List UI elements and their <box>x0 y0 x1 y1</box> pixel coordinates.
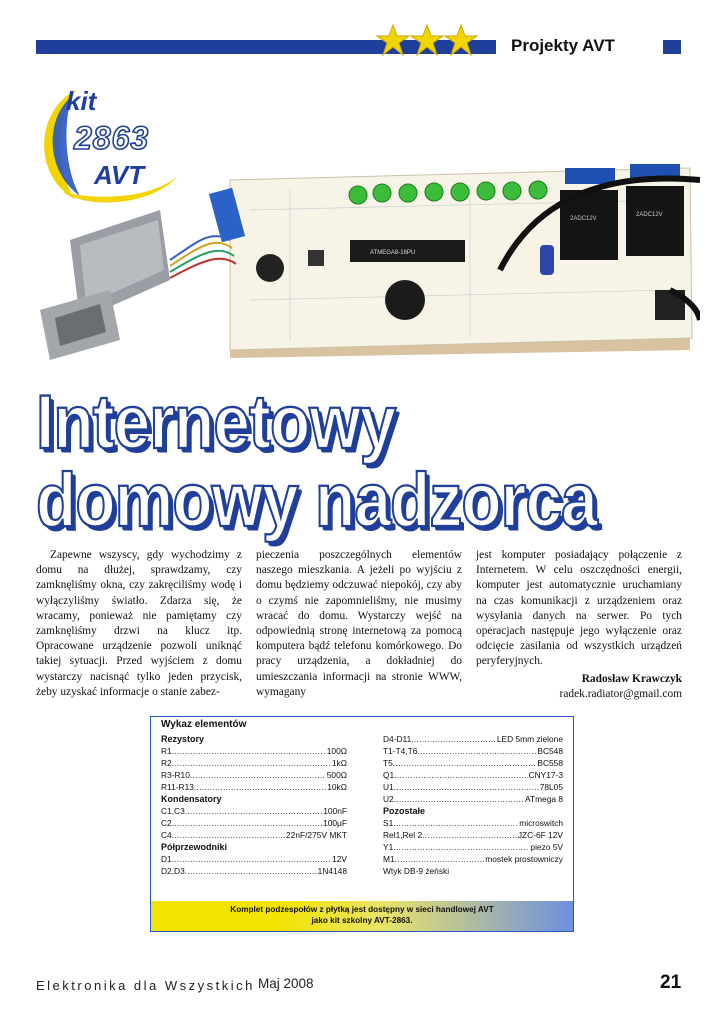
dot-leader <box>394 793 524 805</box>
article-column-3 <box>476 548 682 702</box>
parts-item-value: 10kΩ <box>327 782 347 792</box>
relay2-label: 2ADC12V <box>636 212 663 218</box>
article-title <box>36 378 597 542</box>
dot-leader <box>394 769 527 781</box>
parts-item-value: BC548 <box>537 746 563 756</box>
author-email: radek.radiator@gmail.com <box>559 687 682 700</box>
parts-item-name: T5 <box>383 758 393 768</box>
parts-item <box>161 745 347 757</box>
parts-item-name: D4-D11 <box>383 734 412 744</box>
parts-item-value: 100μF <box>323 818 347 828</box>
parts-item-name: C2 <box>161 818 172 828</box>
parts-item-value: 500Ω <box>326 770 347 780</box>
parts-item <box>383 853 563 865</box>
parts-item-name: D1 <box>161 854 172 864</box>
rating-stars <box>376 24 478 56</box>
parts-item-name: M1 <box>383 854 395 864</box>
parts-item <box>161 865 347 877</box>
parts-item-value: LED 5mm zielone <box>496 734 563 744</box>
parts-item-value: 1N4148 <box>317 866 347 876</box>
parts-item <box>383 817 563 829</box>
parts-item-name: C1,C3 <box>161 806 185 816</box>
parts-item-name: R1 <box>161 746 172 756</box>
dot-leader <box>422 829 517 841</box>
dot-leader <box>417 745 536 757</box>
device-photo <box>30 150 700 380</box>
parts-item-name: T1-T4,T6 <box>383 746 418 756</box>
availability-line-2: jako kit szkolny AVT-2863. <box>311 916 413 925</box>
parts-item <box>383 865 563 877</box>
dot-leader <box>393 841 529 853</box>
star-icon <box>410 24 444 56</box>
parts-item-name: Wtyk DB-9 żeński <box>383 866 450 876</box>
parts-list-left <box>161 733 347 877</box>
parts-item-name: D2,D3 <box>161 866 185 876</box>
relay1-label: 2ADC12V <box>570 216 597 222</box>
parts-item-value: 100nF <box>323 806 347 816</box>
dot-leader <box>411 733 496 745</box>
parts-item-name: R2 <box>161 758 172 768</box>
parts-list-box <box>150 716 574 932</box>
kit-number: 2863 <box>74 120 150 156</box>
dot-leader <box>172 853 331 865</box>
dot-leader <box>393 757 537 769</box>
parts-item-name: Y1 <box>383 842 394 852</box>
chip-label: ATMEGA8-16PU <box>370 250 416 256</box>
dot-leader <box>393 817 518 829</box>
parts-section-heading: Półprzewodniki <box>161 842 228 852</box>
parts-item-value: 22nF/275V MKT <box>286 830 347 840</box>
dot-leader <box>185 865 317 877</box>
title-line-2: domowy nadzorca <box>36 456 597 542</box>
parts-item <box>383 769 563 781</box>
dot-leader <box>172 745 326 757</box>
star-icon <box>376 24 410 56</box>
column-1-text: Zapewne wszyscy, gdy wychodzimy z domu na dłużej, sprawdzamy, czy zamknęliśmy okna, czy zakręciliśmy wodę i wyłączyliśmy światło. Zdarza się, że wracamy, ponieważ nie pamiętamy czy zamknęliśmy drzwi na klucz itp. Opracowane urządzenie pozwoli uniknąć takiej sytuacji. Przed wyjściem z domu wystarczy nacisnąć tylko jeden przycisk, żeby uzyskać informacje o stanie zabez- <box>36 549 242 698</box>
page-number: 21 <box>660 972 682 993</box>
article-column-1 <box>36 548 242 700</box>
parts-item-value: 12V <box>332 854 347 864</box>
parts-item <box>161 817 347 829</box>
article-column-2 <box>256 548 462 700</box>
parts-item <box>161 757 347 769</box>
magazine-name: Elektronika dla Wszystkich <box>36 978 255 993</box>
parts-item-value: mostek prostowniczy <box>485 854 563 864</box>
star-icon <box>444 24 478 56</box>
column-3-text: jest komputer posiadający połączenie z Internetem. W celu oszczędności energii, komputer jest automatycznie uruchamiany na czas komunikacji z urządzeniem oraz wysyłania danych na serwer. Po tych operacjach następuje jego wyłączenie oraz odcięcie zasilania od wszystkich urządzeń peryferyjnych. <box>476 549 682 668</box>
author-name: Radosław Krawczyk <box>581 672 682 685</box>
parts-section-heading: Pozostałe <box>383 806 426 816</box>
parts-section-heading: Rezystory <box>161 734 205 744</box>
parts-item-name: S1 <box>383 818 394 828</box>
kit-brand: AVT <box>94 160 145 190</box>
parts-item <box>161 805 347 817</box>
parts-item-value: BC558 <box>537 758 563 768</box>
dot-leader <box>172 829 285 841</box>
parts-item-value: JZC-6F 12V <box>517 830 563 840</box>
dot-leader <box>194 781 326 793</box>
parts-item-value: 78L05 <box>539 782 563 792</box>
dot-leader <box>172 757 331 769</box>
parts-item <box>383 793 563 805</box>
parts-item-name: C4 <box>161 830 172 840</box>
title-line-1: Internetowy <box>36 378 396 464</box>
availability-line-1: Komplet podzespołów z płytką jest dostępny w sieci handlowej AVT <box>230 905 494 914</box>
parts-item-value: piezo 5V <box>530 842 563 852</box>
parts-availability-note <box>151 901 573 931</box>
dot-leader <box>172 817 322 829</box>
dot-leader <box>394 781 539 793</box>
parts-item <box>383 733 563 745</box>
dot-leader <box>185 805 323 817</box>
parts-item <box>161 769 347 781</box>
parts-item <box>383 781 563 793</box>
parts-item <box>161 829 347 841</box>
parts-item-value: ATmega 8 <box>524 794 563 804</box>
section-title: Projekty AVT <box>511 36 615 55</box>
parts-item-name: U1 <box>383 782 394 792</box>
parts-list-title: Wykaz elementów <box>161 719 247 730</box>
parts-section-heading: Kondensatory <box>161 794 222 804</box>
parts-item-value: 1kΩ <box>331 758 347 768</box>
parts-item-name: Rel1,Rel 2 <box>383 830 423 840</box>
dot-leader <box>395 853 485 865</box>
issue-date: Maj 2008 <box>258 976 314 991</box>
column-2-text: pieczenia poszczególnych elementów naszego mieszkania. A jeżeli po wyjściu z domu będziemy odczuwać niepokój, czy aby o czymś nie zapomnieliśmy, nie musimy wracać do domu. Wystarczy wejść na odpowiednią stronę internetową za pomocą komputera bądź telefonu komórkowego. Do pracy urządzenia, a dokładniej do umieszczania informacji na stronie WWW, wymagany <box>256 549 462 698</box>
parts-item-value: CNY17-3 <box>528 770 563 780</box>
parts-item <box>161 853 347 865</box>
parts-item <box>383 829 563 841</box>
header-square <box>663 40 681 54</box>
kit-label: kit <box>66 86 97 116</box>
parts-item <box>383 757 563 769</box>
parts-item <box>383 841 563 853</box>
parts-item-name: Q1 <box>383 770 395 780</box>
parts-item-value: 100Ω <box>326 746 347 756</box>
parts-item-name: R11-R13 <box>161 782 194 792</box>
parts-item-value: microswitch <box>519 818 563 828</box>
parts-item-name: U2 <box>383 794 394 804</box>
parts-item <box>161 781 347 793</box>
dot-leader <box>190 769 326 781</box>
parts-list-right <box>383 733 563 877</box>
parts-item-name: R3-R10 <box>161 770 190 780</box>
parts-item <box>383 745 563 757</box>
